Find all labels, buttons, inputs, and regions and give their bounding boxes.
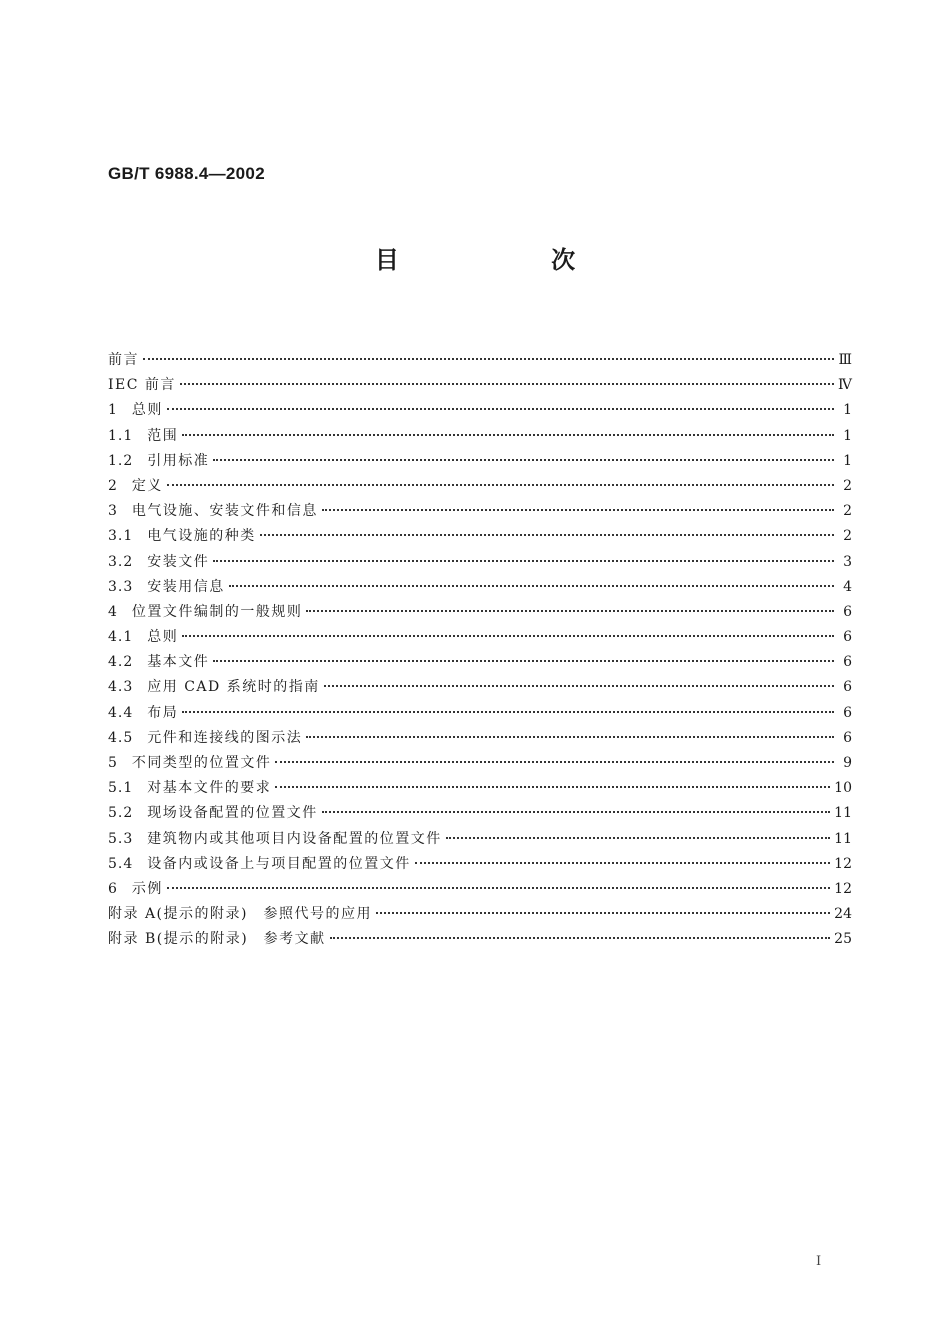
toc-entry-title: 定义 xyxy=(131,477,163,494)
page-title: 目 次 xyxy=(374,246,648,274)
page-number: Ⅰ xyxy=(816,1254,822,1269)
toc-entry-number: 1.1 xyxy=(108,427,134,444)
toc-entry-page: 9 xyxy=(843,755,852,771)
toc-entry-title: 电气设施、安装文件和信息 xyxy=(131,503,318,520)
toc-entry[interactable] xyxy=(108,475,852,500)
toc-entry-title: 基本文件 xyxy=(147,654,210,671)
dot-leader xyxy=(182,434,834,436)
toc-entry[interactable] xyxy=(108,928,852,953)
toc-entry-page: 2 xyxy=(843,528,852,545)
dot-leader xyxy=(260,534,834,536)
dot-leader xyxy=(306,610,834,612)
toc-entry-page: 6 xyxy=(843,704,852,721)
toc-entry-title: 示例 xyxy=(131,880,163,897)
toc-entry-title: 引用标准 xyxy=(147,452,210,469)
toc-entry-title: 电气设施的种类 xyxy=(147,528,256,545)
toc-entry-title: 现场设备配置的位置文件 xyxy=(147,805,318,822)
toc-entry-number: 4.5 xyxy=(108,729,134,746)
toc-entry-title: 不同类型的位置文件 xyxy=(131,755,272,771)
toc-entry-number: 5.2 xyxy=(108,805,134,822)
toc-entry-title: 建筑物内或其他项目内设备配置的位置文件 xyxy=(147,830,442,847)
toc-entry[interactable] xyxy=(108,727,852,752)
dot-leader xyxy=(143,358,834,360)
toc-entry-number: 3.3 xyxy=(108,578,134,595)
toc-entry-number: 5.4 xyxy=(108,855,134,872)
table-of-contents xyxy=(108,349,852,954)
toc-entry-page: 25 xyxy=(834,931,852,948)
toc-entry[interactable] xyxy=(108,777,852,802)
toc-entry-number: 1.2 xyxy=(108,452,134,469)
toc-entry-title: 布局 xyxy=(147,704,179,721)
dot-leader xyxy=(415,862,830,864)
toc-entry-number: 5.1 xyxy=(108,780,134,797)
dot-leader xyxy=(167,484,834,486)
toc-entry-number: 4.3 xyxy=(108,679,134,696)
dot-leader xyxy=(213,560,834,562)
toc-entry-title: 应用 CAD 系统时的指南 xyxy=(147,679,320,696)
toc-entry-number: 3.2 xyxy=(108,553,134,570)
toc-entry[interactable] xyxy=(108,399,852,424)
dot-leader xyxy=(446,837,830,839)
toc-entry-page: 2 xyxy=(843,503,852,520)
dot-leader xyxy=(322,509,834,511)
dot-leader xyxy=(275,786,830,788)
toc-entry[interactable] xyxy=(108,828,852,853)
toc-entry-page: 1 xyxy=(843,427,852,444)
toc-entry-title: 附录 B(提示的附录) 参考文献 xyxy=(108,931,326,948)
dot-leader xyxy=(306,736,834,738)
toc-entry-title: 总则 xyxy=(131,402,163,419)
toc-entry-title: 位置文件编制的一般规则 xyxy=(131,603,303,620)
dot-leader xyxy=(324,685,834,687)
toc-entry-number: 3.1 xyxy=(108,528,134,545)
toc-entry-title: 总则 xyxy=(147,629,179,646)
toc-entry-number: 2 xyxy=(108,477,118,494)
dot-leader xyxy=(213,660,834,662)
toc-entry[interactable] xyxy=(108,576,852,601)
toc-entry-title: 对基本文件的要求 xyxy=(147,780,272,797)
dot-leader xyxy=(229,585,834,587)
toc-entry-page: 2 xyxy=(843,477,852,494)
toc-entry[interactable] xyxy=(108,525,852,550)
toc-entry-number: 4 xyxy=(108,603,118,620)
toc-entry[interactable] xyxy=(108,551,852,576)
toc-entry-title: 附录 A(提示的附录) 参照代号的应用 xyxy=(108,906,372,923)
toc-entry[interactable] xyxy=(108,903,852,928)
toc-entry-page: 6 xyxy=(843,629,852,646)
dot-leader xyxy=(182,635,834,637)
toc-entry-number: 5 xyxy=(108,755,118,771)
toc-entry-number: 3 xyxy=(108,503,118,520)
dot-leader xyxy=(213,459,834,461)
toc-entry[interactable] xyxy=(108,752,852,777)
toc-entry-number: 1 xyxy=(108,402,118,419)
toc-entry[interactable] xyxy=(108,601,852,626)
toc-entry[interactable] xyxy=(108,425,852,450)
toc-entry-page: 3 xyxy=(843,553,852,570)
toc-entry-page: Ⅳ xyxy=(838,377,852,394)
toc-entry-title: 安装用信息 xyxy=(147,578,225,595)
toc-entry-number: 4.2 xyxy=(108,654,134,671)
dot-leader xyxy=(322,811,830,813)
toc-entry-title: 元件和连接线的图示法 xyxy=(147,729,303,746)
toc-entry[interactable] xyxy=(108,374,852,399)
toc-entry[interactable] xyxy=(108,450,852,475)
toc-entry-page: 12 xyxy=(834,855,852,872)
dot-leader xyxy=(167,887,830,889)
dot-leader xyxy=(376,912,830,914)
toc-entry-page: 1 xyxy=(843,402,852,419)
dot-leader xyxy=(180,383,834,385)
toc-entry-number: 4.1 xyxy=(108,629,134,646)
toc-entry-number: 4.4 xyxy=(108,704,134,721)
toc-entry-page: 11 xyxy=(834,805,852,822)
toc-entry-title: IEC 前言 xyxy=(108,377,176,394)
toc-entry-title: 范围 xyxy=(147,427,179,444)
toc-entry-page: 10 xyxy=(834,780,852,797)
toc-entry-title: 设备内或设备上与项目配置的位置文件 xyxy=(147,855,411,872)
dot-leader xyxy=(275,761,834,763)
toc-entry[interactable] xyxy=(108,878,852,903)
dot-leader xyxy=(330,937,831,939)
toc-entry[interactable] xyxy=(108,702,852,727)
dot-leader xyxy=(182,711,834,713)
toc-entry-number: 6 xyxy=(108,880,118,897)
toc-entry[interactable] xyxy=(108,802,852,827)
toc-entry[interactable] xyxy=(108,676,852,701)
toc-entry-title: 前言 xyxy=(108,352,139,368)
toc-entry[interactable] xyxy=(108,500,852,525)
toc-entry-page: 6 xyxy=(843,603,852,620)
toc-entry-title: 安装文件 xyxy=(147,553,210,570)
toc-entry-page: 6 xyxy=(843,679,852,696)
toc-entry[interactable] xyxy=(108,651,852,676)
toc-entry[interactable] xyxy=(108,349,852,374)
standard-code: GB/T 6988.4—2002 xyxy=(108,164,265,183)
dot-leader xyxy=(167,408,834,410)
toc-entry-page: 4 xyxy=(843,578,852,595)
toc-entry-page: 1 xyxy=(843,452,852,469)
toc-entry-page: Ⅲ xyxy=(838,352,852,368)
toc-entry-page: 12 xyxy=(834,880,852,897)
toc-entry[interactable] xyxy=(108,853,852,878)
toc-entry-page: 24 xyxy=(834,906,852,923)
toc-entry-page: 11 xyxy=(834,830,852,847)
toc-entry-page: 6 xyxy=(843,729,852,746)
toc-entry-page: 6 xyxy=(843,654,852,671)
toc-entry-number: 5.3 xyxy=(108,830,134,847)
toc-entry[interactable] xyxy=(108,626,852,651)
